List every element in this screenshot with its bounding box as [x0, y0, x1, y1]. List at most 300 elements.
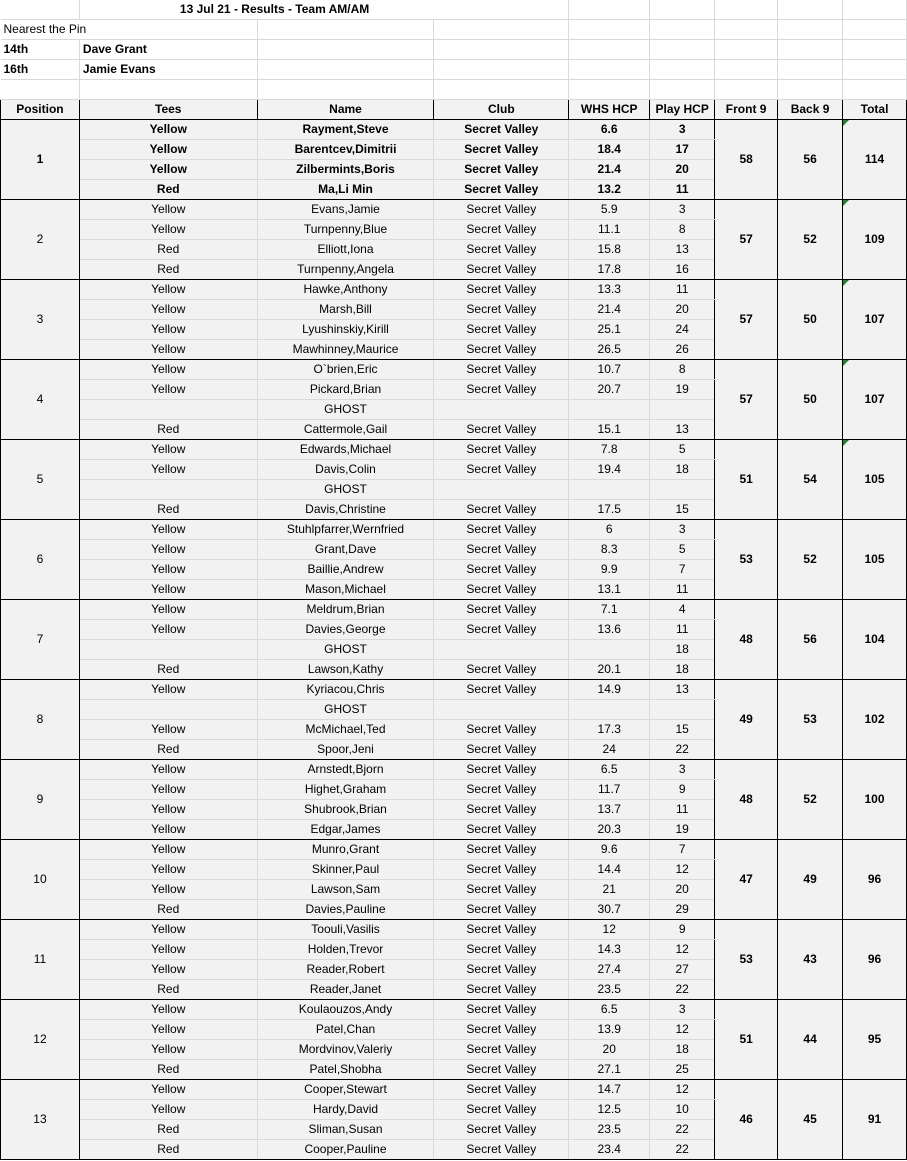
player-name: Turnpenny,Blue — [257, 220, 434, 240]
player-name: Davis,Christine — [257, 500, 434, 520]
player-tees: Yellow — [79, 280, 257, 300]
player-whs-hcp: 7.8 — [569, 440, 650, 460]
player-tees: Yellow — [79, 360, 257, 380]
player-play-hcp: 18 — [650, 1040, 715, 1060]
player-club: Secret Valley — [434, 980, 569, 1000]
player-tees: Red — [79, 980, 257, 1000]
player-whs-hcp: 8.3 — [569, 540, 650, 560]
player-whs-hcp: 15.1 — [569, 420, 650, 440]
team-back-9: 50 — [778, 360, 843, 440]
player-whs-hcp: 15.8 — [569, 240, 650, 260]
player-play-hcp: 17 — [650, 140, 715, 160]
player-name: Stuhlpfarrer,Wernfried — [257, 520, 434, 540]
player-club: Secret Valley — [434, 1000, 569, 1020]
team-group — [1, 280, 907, 360]
player-play-hcp: 22 — [650, 1120, 715, 1140]
team-group — [1, 120, 907, 200]
player-tees: Yellow — [79, 120, 257, 140]
player-name: Meldrum,Brian — [257, 600, 434, 620]
player-name: Baillie,Andrew — [257, 560, 434, 580]
player-whs-hcp: 30.7 — [569, 900, 650, 920]
player-whs-hcp: 6.5 — [569, 1000, 650, 1020]
player-whs-hcp: 21.4 — [569, 300, 650, 320]
player-club: Secret Valley — [434, 280, 569, 300]
player-play-hcp — [650, 400, 715, 420]
player-play-hcp: 19 — [650, 380, 715, 400]
player-club: Secret Valley — [434, 420, 569, 440]
player-club: Secret Valley — [434, 180, 569, 200]
player-tees: Yellow — [79, 720, 257, 740]
player-whs-hcp: 21.4 — [569, 160, 650, 180]
player-name: Edgar,James — [257, 820, 434, 840]
table-row — [1, 1080, 907, 1100]
player-club: Secret Valley — [434, 1140, 569, 1160]
player-tees: Yellow — [79, 940, 257, 960]
player-club: Secret Valley — [434, 900, 569, 920]
player-club: Secret Valley — [434, 140, 569, 160]
player-name: Kyriacou,Chris — [257, 680, 434, 700]
team-position: 6 — [1, 520, 80, 600]
team-back-9: 56 — [778, 600, 843, 680]
player-club: Secret Valley — [434, 160, 569, 180]
player-tees: Yellow — [79, 800, 257, 820]
team-back-9: 53 — [778, 680, 843, 760]
player-tees: Red — [79, 740, 257, 760]
player-name: Barentcev,Dimitrii — [257, 140, 434, 160]
player-play-hcp: 19 — [650, 820, 715, 840]
player-whs-hcp: 13.1 — [569, 580, 650, 600]
team-front-9: 48 — [715, 760, 778, 840]
player-name: Highet,Graham — [257, 780, 434, 800]
player-whs-hcp: 10.7 — [569, 360, 650, 380]
player-name: Davis,Colin — [257, 460, 434, 480]
team-front-9: 49 — [715, 680, 778, 760]
player-name: Davies,Pauline — [257, 900, 434, 920]
player-play-hcp: 3 — [650, 1000, 715, 1020]
player-club: Secret Valley — [434, 1060, 569, 1080]
team-total: 107 — [843, 280, 907, 360]
player-whs-hcp: 5.9 — [569, 200, 650, 220]
player-whs-hcp: 23.5 — [569, 1120, 650, 1140]
table-row — [1, 440, 907, 460]
player-club: Secret Valley — [434, 440, 569, 460]
player-play-hcp: 3 — [650, 520, 715, 540]
team-total: 96 — [843, 920, 907, 1000]
player-name: Marsh,Bill — [257, 300, 434, 320]
team-group — [1, 440, 907, 520]
team-group — [1, 680, 907, 760]
team-front-9: 48 — [715, 600, 778, 680]
team-position: 9 — [1, 760, 80, 840]
player-club: Secret Valley — [434, 460, 569, 480]
player-whs-hcp: 24 — [569, 740, 650, 760]
player-play-hcp: 7 — [650, 560, 715, 580]
player-play-hcp: 29 — [650, 900, 715, 920]
player-whs-hcp: 26.5 — [569, 340, 650, 360]
player-play-hcp: 11 — [650, 280, 715, 300]
player-whs-hcp — [569, 480, 650, 500]
team-group — [1, 1080, 907, 1160]
player-tees: Yellow — [79, 200, 257, 220]
player-whs-hcp — [569, 640, 650, 660]
team-front-9: 57 — [715, 360, 778, 440]
team-total: 102 — [843, 680, 907, 760]
player-club: Secret Valley — [434, 880, 569, 900]
player-tees: Yellow — [79, 840, 257, 860]
player-tees: Yellow — [79, 880, 257, 900]
header-play-hcp: Play HCP — [650, 100, 715, 120]
player-whs-hcp: 12.5 — [569, 1100, 650, 1120]
player-name: Davies,George — [257, 620, 434, 640]
team-group — [1, 520, 907, 600]
player-play-hcp: 13 — [650, 240, 715, 260]
player-name: Koulaouzos,Andy — [257, 1000, 434, 1020]
team-total: 104 — [843, 600, 907, 680]
player-play-hcp: 15 — [650, 720, 715, 740]
team-total: 109 — [843, 200, 907, 280]
player-tees: Yellow — [79, 860, 257, 880]
team-back-9: 50 — [778, 280, 843, 360]
team-back-9: 45 — [778, 1080, 843, 1160]
team-position: 1 — [1, 120, 80, 200]
team-position: 2 — [1, 200, 80, 280]
player-tees: Yellow — [79, 920, 257, 940]
table-row — [1, 1000, 907, 1020]
player-whs-hcp: 14.9 — [569, 680, 650, 700]
player-tees: Red — [79, 500, 257, 520]
player-tees: Red — [79, 1120, 257, 1140]
player-whs-hcp: 21 — [569, 880, 650, 900]
player-name: Lyushinskiy,Kirill — [257, 320, 434, 340]
player-play-hcp: 20 — [650, 880, 715, 900]
player-tees: Yellow — [79, 540, 257, 560]
team-back-9: 52 — [778, 200, 843, 280]
player-whs-hcp: 23.5 — [569, 980, 650, 1000]
team-front-9: 58 — [715, 120, 778, 200]
player-club: Secret Valley — [434, 1100, 569, 1120]
table-row — [1, 280, 907, 300]
player-tees: Yellow — [79, 440, 257, 460]
team-front-9: 57 — [715, 200, 778, 280]
team-position: 10 — [1, 840, 80, 920]
player-tees: Yellow — [79, 1080, 257, 1100]
player-club: Secret Valley — [434, 840, 569, 860]
player-tees: Red — [79, 1140, 257, 1160]
player-club: Secret Valley — [434, 720, 569, 740]
player-tees: Yellow — [79, 780, 257, 800]
player-club: Secret Valley — [434, 960, 569, 980]
player-name: GHOST — [257, 480, 434, 500]
team-back-9: 52 — [778, 760, 843, 840]
player-play-hcp: 13 — [650, 420, 715, 440]
team-position: 3 — [1, 280, 80, 360]
player-whs-hcp: 17.8 — [569, 260, 650, 280]
player-club: Secret Valley — [434, 600, 569, 620]
header-whs-hcp: WHS HCP — [569, 100, 650, 120]
pin-winner: Jamie Evans — [79, 60, 257, 80]
team-front-9: 47 — [715, 840, 778, 920]
player-tees: Red — [79, 240, 257, 260]
team-front-9: 53 — [715, 920, 778, 1000]
player-name: Hardy,David — [257, 1100, 434, 1120]
player-play-hcp: 5 — [650, 440, 715, 460]
player-name: GHOST — [257, 640, 434, 660]
player-club — [434, 480, 569, 500]
player-whs-hcp: 17.5 — [569, 500, 650, 520]
player-whs-hcp: 19.4 — [569, 460, 650, 480]
player-tees: Yellow — [79, 300, 257, 320]
player-club: Secret Valley — [434, 340, 569, 360]
player-tees: Red — [79, 660, 257, 680]
player-name: Sliman,Susan — [257, 1120, 434, 1140]
player-name: GHOST — [257, 700, 434, 720]
table-row — [1, 200, 907, 220]
player-name: Mordvinov,Valeriy — [257, 1040, 434, 1060]
player-tees: Red — [79, 180, 257, 200]
player-play-hcp: 12 — [650, 1080, 715, 1100]
team-total: 96 — [843, 840, 907, 920]
player-tees: Yellow — [79, 620, 257, 640]
title-spacer — [1, 0, 80, 20]
team-total: 95 — [843, 1000, 907, 1080]
player-name: Turnpenny,Angela — [257, 260, 434, 280]
player-club: Secret Valley — [434, 920, 569, 940]
player-play-hcp: 8 — [650, 220, 715, 240]
player-tees: Yellow — [79, 160, 257, 180]
team-group — [1, 920, 907, 1000]
header-name: Name — [257, 100, 434, 120]
team-back-9: 54 — [778, 440, 843, 520]
team-front-9: 51 — [715, 1000, 778, 1080]
player-tees: Yellow — [79, 140, 257, 160]
table-row — [1, 360, 907, 380]
player-club: Secret Valley — [434, 240, 569, 260]
player-whs-hcp: 6.5 — [569, 760, 650, 780]
player-whs-hcp: 27.4 — [569, 960, 650, 980]
player-name: Patel,Chan — [257, 1020, 434, 1040]
player-whs-hcp: 11.1 — [569, 220, 650, 240]
player-whs-hcp: 20.7 — [569, 380, 650, 400]
player-tees: Yellow — [79, 1000, 257, 1020]
player-club: Secret Valley — [434, 580, 569, 600]
player-name: GHOST — [257, 400, 434, 420]
team-total: 105 — [843, 520, 907, 600]
team-position: 7 — [1, 600, 80, 680]
player-whs-hcp: 9.9 — [569, 560, 650, 580]
player-tees: Yellow — [79, 460, 257, 480]
player-whs-hcp: 18.4 — [569, 140, 650, 160]
player-tees: Red — [79, 1060, 257, 1080]
player-play-hcp: 5 — [650, 540, 715, 560]
player-play-hcp: 24 — [650, 320, 715, 340]
player-play-hcp: 26 — [650, 340, 715, 360]
player-name: Arnstedt,Bjorn — [257, 760, 434, 780]
player-name: Grant,Dave — [257, 540, 434, 560]
player-play-hcp: 11 — [650, 620, 715, 640]
table-row — [1, 840, 907, 860]
player-tees: Yellow — [79, 320, 257, 340]
header-club: Club — [434, 100, 569, 120]
player-whs-hcp: 14.3 — [569, 940, 650, 960]
player-whs-hcp: 13.2 — [569, 180, 650, 200]
team-position: 4 — [1, 360, 80, 440]
player-name: Mason,Michael — [257, 580, 434, 600]
team-position: 8 — [1, 680, 80, 760]
team-back-9: 56 — [778, 120, 843, 200]
player-club: Secret Valley — [434, 820, 569, 840]
player-whs-hcp: 9.6 — [569, 840, 650, 860]
player-club: Secret Valley — [434, 800, 569, 820]
player-name: Zilbermints,Boris — [257, 160, 434, 180]
player-whs-hcp: 27.1 — [569, 1060, 650, 1080]
table-row — [1, 760, 907, 780]
player-play-hcp: 11 — [650, 580, 715, 600]
player-whs-hcp: 20.3 — [569, 820, 650, 840]
team-group — [1, 360, 907, 440]
team-position: 5 — [1, 440, 80, 520]
player-tees: Yellow — [79, 380, 257, 400]
player-club: Secret Valley — [434, 200, 569, 220]
team-front-9: 51 — [715, 440, 778, 520]
player-tees — [79, 400, 257, 420]
header-total: Total — [843, 100, 907, 120]
player-club: Secret Valley — [434, 120, 569, 140]
player-tees: Yellow — [79, 960, 257, 980]
team-position: 11 — [1, 920, 80, 1000]
player-play-hcp: 18 — [650, 640, 715, 660]
player-play-hcp: 8 — [650, 360, 715, 380]
player-name: McMichael,Ted — [257, 720, 434, 740]
player-play-hcp: 25 — [650, 1060, 715, 1080]
table-row — [1, 920, 907, 940]
player-name: Ma,Li Min — [257, 180, 434, 200]
player-whs-hcp: 20.1 — [569, 660, 650, 680]
player-play-hcp: 15 — [650, 500, 715, 520]
player-tees: Red — [79, 420, 257, 440]
player-name: Munro,Grant — [257, 840, 434, 860]
player-club: Secret Valley — [434, 1080, 569, 1100]
player-tees: Yellow — [79, 1040, 257, 1060]
player-name: Toouli,Vasilis — [257, 920, 434, 940]
column-headers — [1, 100, 907, 120]
player-club: Secret Valley — [434, 660, 569, 680]
team-group — [1, 840, 907, 920]
player-club: Secret Valley — [434, 360, 569, 380]
player-club: Secret Valley — [434, 940, 569, 960]
player-play-hcp: 27 — [650, 960, 715, 980]
player-tees: Yellow — [79, 1100, 257, 1120]
player-play-hcp: 9 — [650, 780, 715, 800]
player-name: Shubrook,Brian — [257, 800, 434, 820]
player-club: Secret Valley — [434, 740, 569, 760]
player-whs-hcp: 14.7 — [569, 1080, 650, 1100]
player-club — [434, 700, 569, 720]
player-play-hcp: 18 — [650, 660, 715, 680]
player-tees: Yellow — [79, 220, 257, 240]
player-play-hcp: 22 — [650, 740, 715, 760]
player-tees — [79, 480, 257, 500]
page-title: 13 Jul 21 - Results - Team AM/AM — [79, 0, 568, 20]
player-club: Secret Valley — [434, 520, 569, 540]
player-club: Secret Valley — [434, 260, 569, 280]
player-club: Secret Valley — [434, 860, 569, 880]
player-play-hcp: 18 — [650, 460, 715, 480]
player-play-hcp: 12 — [650, 940, 715, 960]
player-tees — [79, 640, 257, 660]
player-play-hcp: 22 — [650, 980, 715, 1000]
player-name: Cooper,Pauline — [257, 1140, 434, 1160]
team-front-9: 46 — [715, 1080, 778, 1160]
player-name: Patel,Shobha — [257, 1060, 434, 1080]
player-name: Reader,Robert — [257, 960, 434, 980]
player-whs-hcp: 14.4 — [569, 860, 650, 880]
header-front-9: Front 9 — [715, 100, 778, 120]
player-club: Secret Valley — [434, 760, 569, 780]
team-group — [1, 1000, 907, 1080]
pin-winner: Dave Grant — [79, 40, 257, 60]
player-tees: Red — [79, 900, 257, 920]
player-club — [434, 400, 569, 420]
player-club: Secret Valley — [434, 220, 569, 240]
player-play-hcp: 4 — [650, 600, 715, 620]
player-play-hcp: 9 — [650, 920, 715, 940]
team-group — [1, 200, 907, 280]
player-play-hcp: 22 — [650, 1140, 715, 1160]
player-play-hcp: 11 — [650, 800, 715, 820]
player-tees: Red — [79, 260, 257, 280]
player-whs-hcp: 13.3 — [569, 280, 650, 300]
nearest-pin-label: Nearest the Pin — [1, 20, 258, 40]
team-total: 105 — [843, 440, 907, 520]
player-club: Secret Valley — [434, 540, 569, 560]
player-play-hcp — [650, 480, 715, 500]
player-whs-hcp: 13.9 — [569, 1020, 650, 1040]
table-row — [1, 120, 907, 140]
player-whs-hcp: 12 — [569, 920, 650, 940]
team-total: 107 — [843, 360, 907, 440]
player-club: Secret Valley — [434, 1040, 569, 1060]
player-play-hcp: 3 — [650, 760, 715, 780]
player-whs-hcp: 23.4 — [569, 1140, 650, 1160]
team-position: 12 — [1, 1000, 80, 1080]
header-position: Position — [1, 100, 80, 120]
player-play-hcp: 12 — [650, 1020, 715, 1040]
player-play-hcp: 3 — [650, 200, 715, 220]
player-tees: Yellow — [79, 680, 257, 700]
team-back-9: 49 — [778, 840, 843, 920]
player-tees: Yellow — [79, 820, 257, 840]
player-tees: Yellow — [79, 340, 257, 360]
player-club: Secret Valley — [434, 1020, 569, 1040]
player-play-hcp: 20 — [650, 300, 715, 320]
player-tees: Yellow — [79, 600, 257, 620]
team-group — [1, 600, 907, 680]
team-total: 91 — [843, 1080, 907, 1160]
player-whs-hcp: 6.6 — [569, 120, 650, 140]
pin-hole: 16th — [1, 60, 80, 80]
player-whs-hcp: 7.1 — [569, 600, 650, 620]
player-club: Secret Valley — [434, 320, 569, 340]
player-name: Pickard,Brian — [257, 380, 434, 400]
player-club: Secret Valley — [434, 780, 569, 800]
player-whs-hcp — [569, 700, 650, 720]
player-club: Secret Valley — [434, 680, 569, 700]
player-whs-hcp: 13.7 — [569, 800, 650, 820]
player-whs-hcp: 17.3 — [569, 720, 650, 740]
player-tees: Yellow — [79, 580, 257, 600]
team-total: 100 — [843, 760, 907, 840]
player-play-hcp: 12 — [650, 860, 715, 880]
